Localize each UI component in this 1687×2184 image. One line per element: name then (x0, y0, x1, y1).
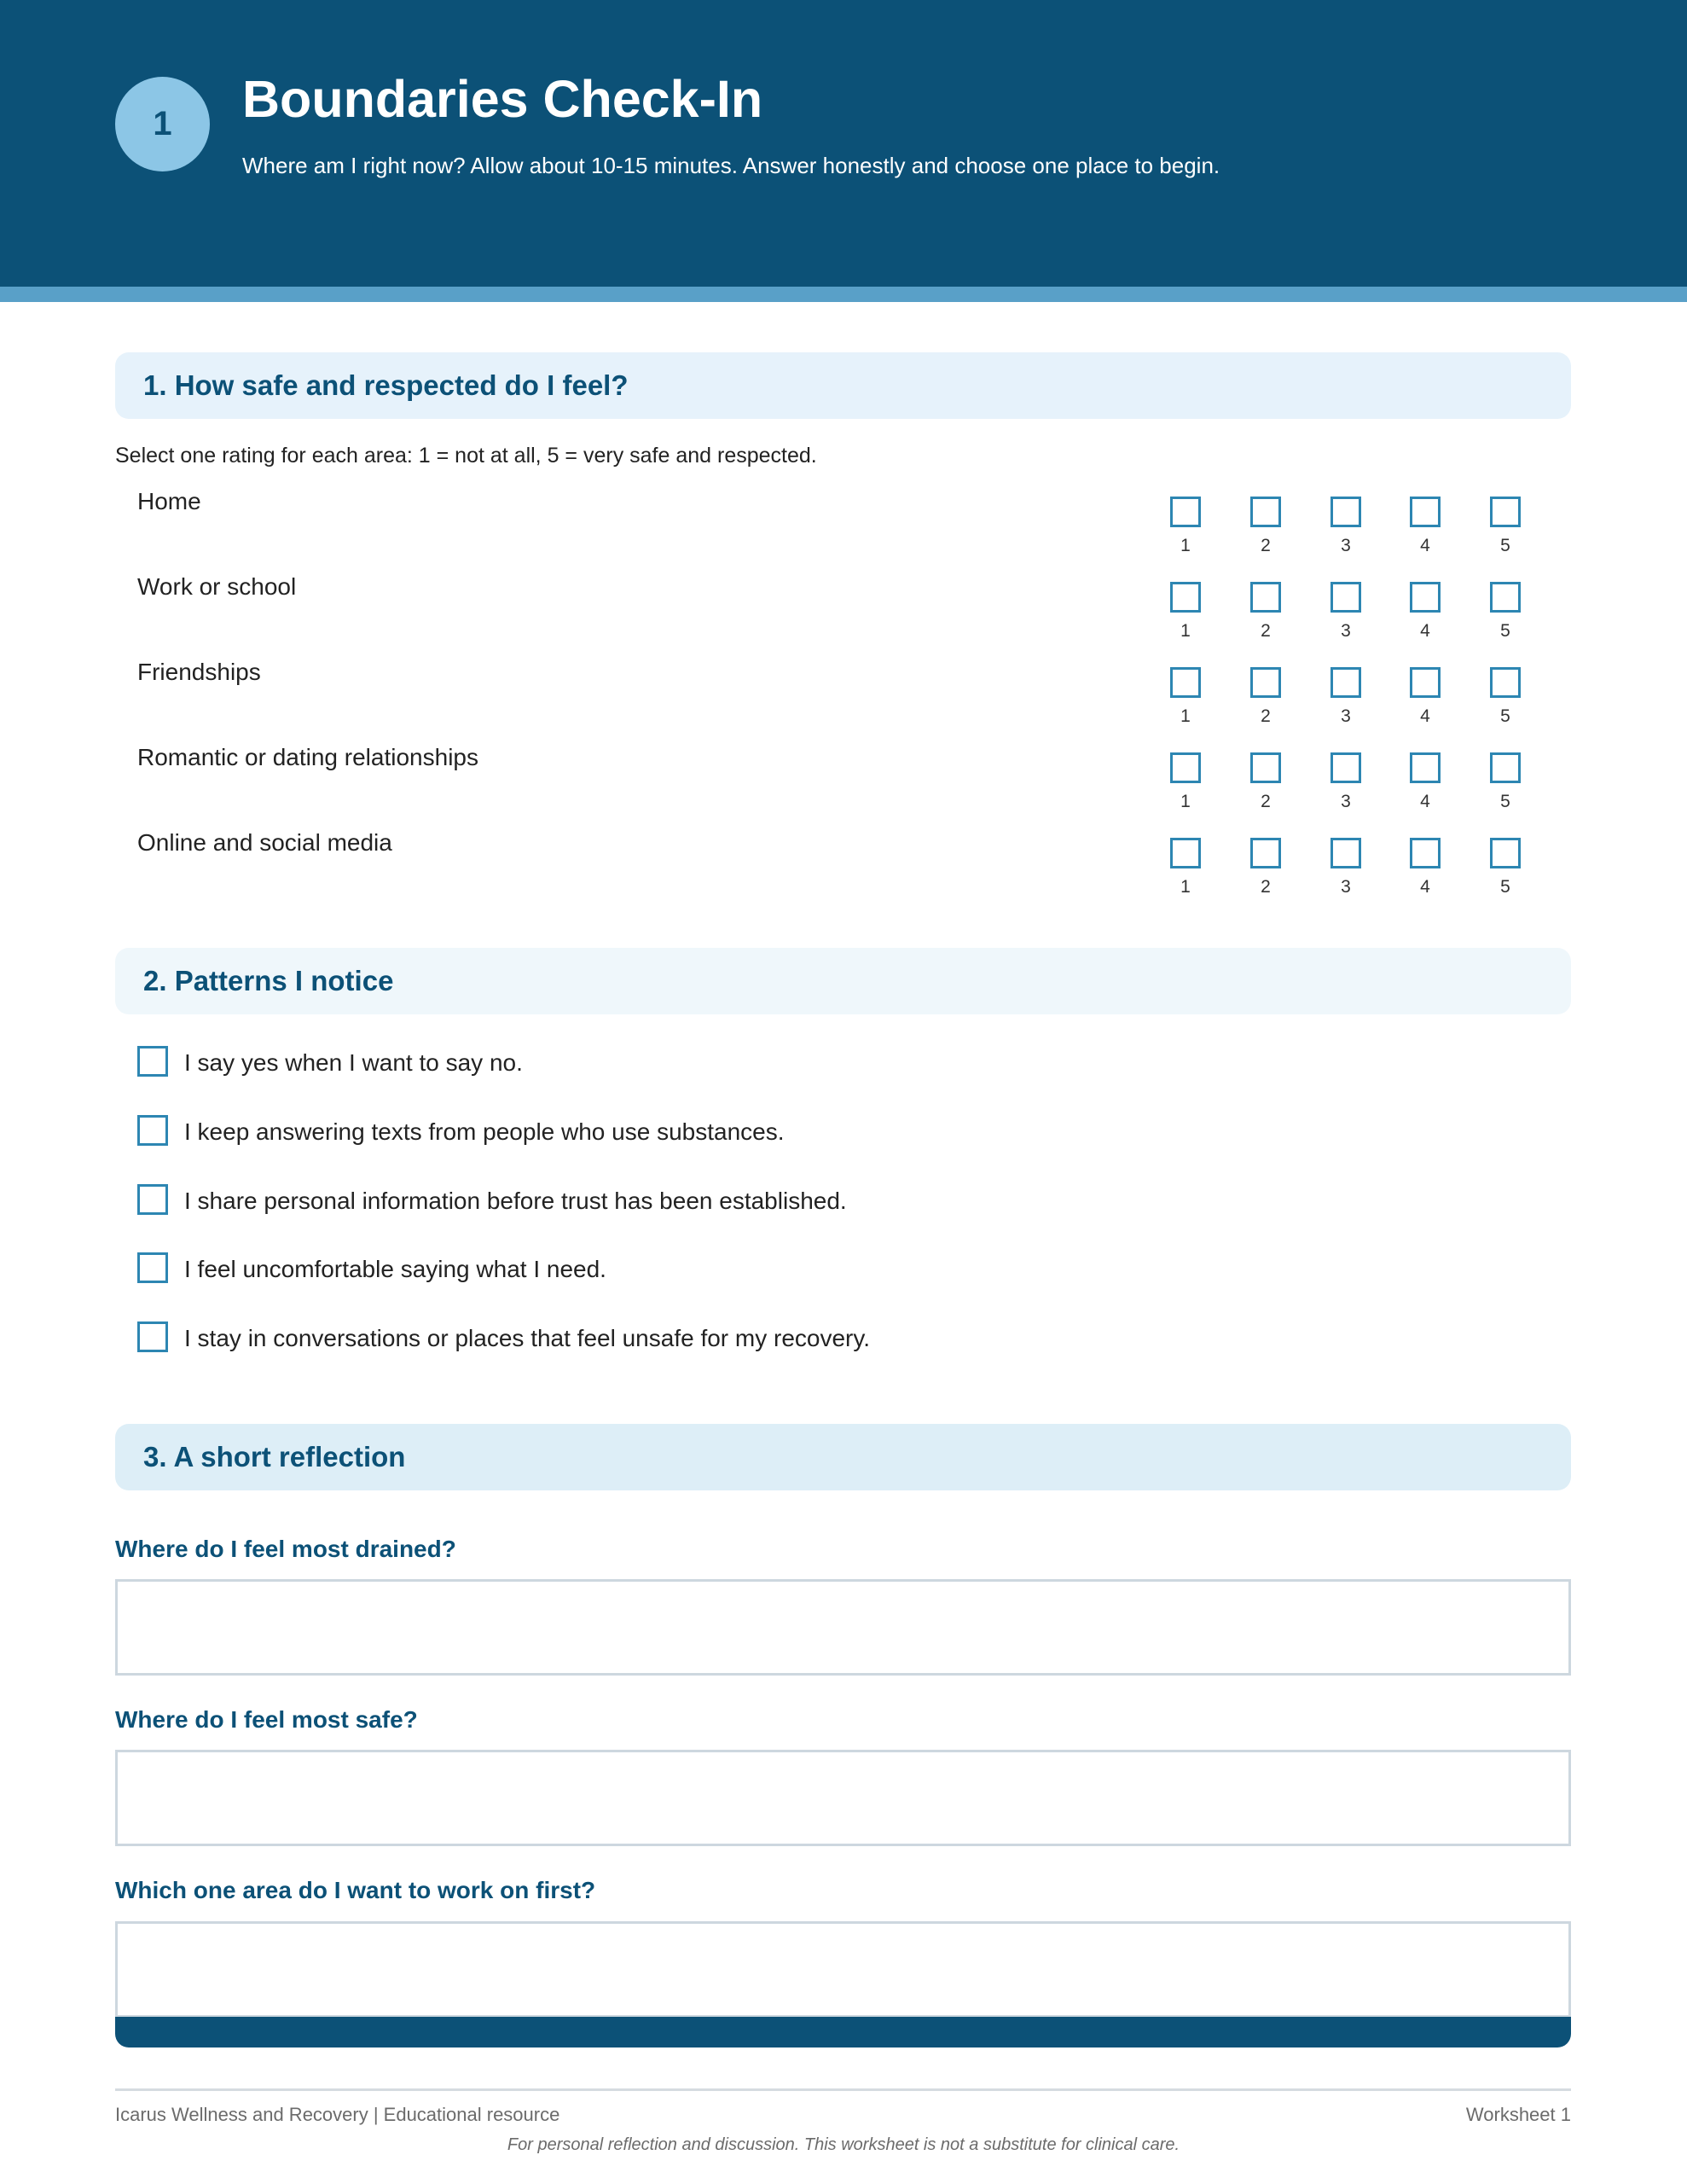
rating-checkbox[interactable] (1490, 667, 1521, 698)
rating-number: 3 (1341, 536, 1351, 555)
rating-checkbox[interactable] (1410, 497, 1441, 527)
area-label: Home (137, 488, 201, 514)
area-label: Online and social media (137, 829, 392, 856)
footer-worksheet-label: Worksheet 1 (1465, 2104, 1571, 2125)
rating-option-4[interactable] (1400, 497, 1451, 565)
rating-checkbox[interactable] (1250, 582, 1281, 613)
page-title: Boundaries Check-In (242, 70, 763, 128)
rating-number: 1 (1180, 877, 1191, 897)
rating-number: 2 (1261, 621, 1271, 641)
rating-option-2[interactable] (1240, 838, 1291, 906)
rating-number: 3 (1341, 706, 1351, 726)
rating-number: 4 (1420, 706, 1430, 726)
rating-option-3[interactable] (1320, 838, 1371, 906)
rating-option-1[interactable] (1160, 497, 1211, 565)
pattern-text: I stay in conversations or places that feel unsafe for my recovery. (184, 1325, 871, 1351)
rating-row-home (0, 486, 1687, 563)
rating-row-friendships (0, 657, 1687, 734)
rating-checkbox[interactable] (1250, 667, 1281, 698)
rating-option-3[interactable] (1320, 497, 1371, 565)
rating-number: 3 (1341, 877, 1351, 897)
rating-option-2[interactable] (1240, 752, 1291, 821)
rating-checkbox[interactable] (1410, 752, 1441, 783)
rating-checkbox[interactable] (1170, 582, 1201, 613)
rating-checkbox[interactable] (1170, 667, 1201, 698)
rating-option-5[interactable] (1480, 752, 1531, 821)
pattern-checkbox[interactable] (137, 1046, 168, 1077)
rating-number: 1 (1180, 792, 1191, 811)
rating-option-5[interactable] (1480, 497, 1531, 565)
rating-checkbox[interactable] (1410, 667, 1441, 698)
area-label: Romantic or dating relationships (137, 744, 478, 770)
rating-option-1[interactable] (1160, 667, 1211, 735)
footer-organization: Icarus Wellness and Recovery | Educational resource (115, 2104, 560, 2125)
reflection-answer-field[interactable] (115, 1750, 1571, 1846)
rating-number: 5 (1500, 792, 1510, 811)
reflection-question: Which one area do I want to work on first? (115, 1877, 596, 1903)
rating-number: 1 (1180, 621, 1191, 641)
reflection-question: Where do I feel most drained? (115, 1536, 456, 1562)
rating-option-2[interactable] (1240, 497, 1291, 565)
rating-option-3[interactable] (1320, 752, 1371, 821)
header-accent-stripe (0, 287, 1687, 302)
rating-row-work-or-school (0, 572, 1687, 648)
rating-option-3[interactable] (1320, 582, 1371, 650)
pattern-text: I say yes when I want to say no. (184, 1049, 523, 1076)
section-3-heading: 3. A short reflection (115, 1424, 1571, 1490)
rating-instructions: Select one rating for each area: 1 = not at all, 5 = very safe and respected. (115, 444, 817, 468)
reflection-answer-field[interactable] (115, 1921, 1571, 2018)
rating-checkbox[interactable] (1490, 582, 1521, 613)
rating-row-online-social-media (0, 828, 1687, 904)
rating-option-4[interactable] (1400, 582, 1451, 650)
rating-number: 2 (1261, 877, 1271, 897)
rating-number: 3 (1341, 792, 1351, 811)
rating-number: 2 (1261, 792, 1271, 811)
pattern-text: I share personal information before trust has been established. (184, 1188, 847, 1214)
section-1-heading: 1. How safe and respected do I feel? (115, 352, 1571, 419)
rating-checkbox[interactable] (1330, 582, 1361, 613)
worksheet-number-badge: 1 (115, 77, 210, 171)
rating-checkbox[interactable] (1490, 838, 1521, 868)
pattern-checkbox[interactable] (137, 1252, 168, 1283)
reflection-answer-field[interactable] (115, 1579, 1571, 1676)
rating-number: 1 (1180, 706, 1191, 726)
footer-disclaimer: For personal reflection and discussion. This worksheet is not a substitute for clinical care. (507, 2135, 1180, 2154)
rating-number: 4 (1420, 877, 1430, 897)
rating-number: 5 (1500, 536, 1510, 555)
rating-number: 5 (1500, 877, 1510, 897)
pattern-checkbox[interactable] (137, 1184, 168, 1215)
rating-option-4[interactable] (1400, 838, 1451, 906)
rating-checkbox[interactable] (1330, 838, 1361, 868)
rating-option-1[interactable] (1160, 582, 1211, 650)
rating-number: 4 (1420, 792, 1430, 811)
rating-option-1[interactable] (1160, 752, 1211, 821)
rating-checkbox[interactable] (1330, 752, 1361, 783)
rating-number: 2 (1261, 706, 1271, 726)
rating-checkbox[interactable] (1170, 752, 1201, 783)
reflection-question: Where do I feel most safe? (115, 1706, 418, 1733)
section-2-heading: 2. Patterns I notice (115, 948, 1571, 1014)
rating-checkbox[interactable] (1250, 752, 1281, 783)
rating-checkbox[interactable] (1330, 667, 1361, 698)
rating-option-4[interactable] (1400, 667, 1451, 735)
rating-number: 3 (1341, 621, 1351, 641)
rating-option-2[interactable] (1240, 582, 1291, 650)
rating-checkbox[interactable] (1250, 497, 1281, 527)
rating-number: 1 (1180, 536, 1191, 555)
footer-divider (115, 2088, 1571, 2091)
rating-checkbox[interactable] (1250, 838, 1281, 868)
rating-checkbox[interactable] (1490, 752, 1521, 783)
rating-number: 5 (1500, 621, 1510, 641)
rating-option-5[interactable] (1480, 667, 1531, 735)
page-subtitle: Where am I right now? Allow about 10-15 minutes. Answer honestly and choose one place to begin. (242, 153, 1220, 178)
rating-option-3[interactable] (1320, 667, 1371, 735)
reflection-bottom-bar (115, 2017, 1571, 2048)
rating-number: 4 (1420, 536, 1430, 555)
rating-checkbox[interactable] (1490, 497, 1521, 527)
rating-checkbox[interactable] (1410, 838, 1441, 868)
rating-option-1[interactable] (1160, 838, 1211, 906)
pattern-checkbox[interactable] (137, 1115, 168, 1146)
area-label: Friendships (137, 659, 261, 685)
rating-option-2[interactable] (1240, 667, 1291, 735)
rating-number: 4 (1420, 621, 1430, 641)
rating-number: 2 (1261, 536, 1271, 555)
rating-number: 5 (1500, 706, 1510, 726)
rating-checkbox[interactable] (1410, 582, 1441, 613)
rating-checkbox[interactable] (1170, 497, 1201, 527)
rating-row-romantic-relationships (0, 742, 1687, 819)
pattern-text: I feel uncomfortable saying what I need. (184, 1256, 606, 1282)
area-label: Work or school (137, 573, 297, 600)
pattern-text: I keep answering texts from people who use substances. (184, 1118, 785, 1145)
worksheet-header (0, 0, 1687, 287)
rating-option-4[interactable] (1400, 752, 1451, 821)
rating-checkbox[interactable] (1330, 497, 1361, 527)
rating-option-5[interactable] (1480, 838, 1531, 906)
pattern-checkbox[interactable] (137, 1321, 168, 1352)
rating-checkbox[interactable] (1170, 838, 1201, 868)
rating-option-5[interactable] (1480, 582, 1531, 650)
